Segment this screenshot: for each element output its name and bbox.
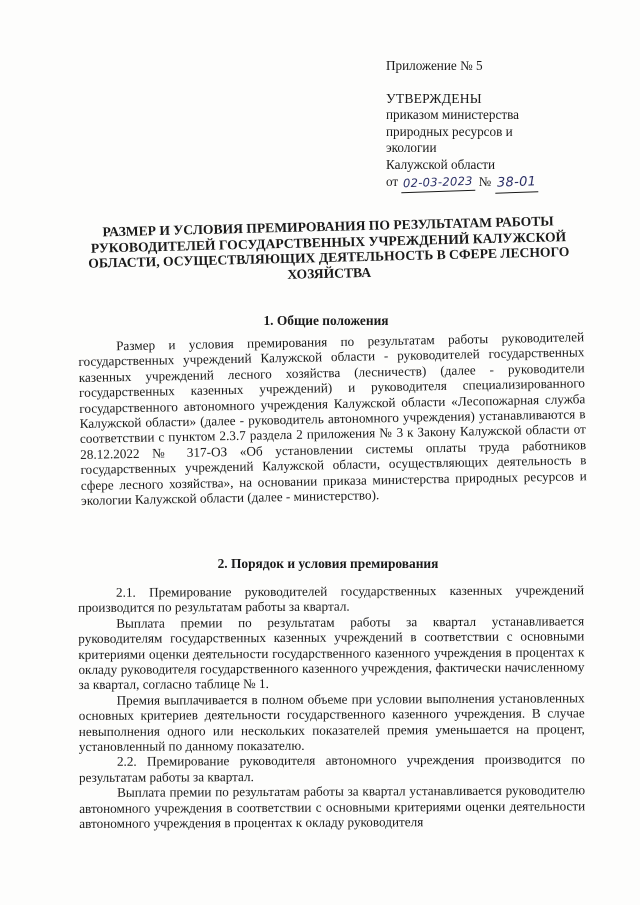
paragraph: 2.1. Премирование руководителей государственных казенных учреждений производится по результатам работы за квартал. — [78, 582, 585, 616]
approval-block — [386, 58, 616, 192]
approval-line: экологии — [386, 140, 437, 156]
document-title: РАЗМЕР И УСЛОВИЯ ПРЕМИРОВАНИЯ ПО РЕЗУЛЬТАТАМ РАБОТЫ РУКОВОДИТЕЛЕЙ ГОСУДАРСТВЕННЫХ УЧРЕЖДЕНИЙ КАЛУЖСКОЙ ОБЛАСТИ, ОСУЩЕСТВЛЯЮЩИХ ДЕЯТЕЛЬНОСТЬ В СФЕРЕ ЛЕСНОГО ХОЗЯЙСТВА — [88, 213, 570, 282]
section-2-heading: 2. Порядок и условия премирования — [217, 556, 439, 571]
approval-line: приказом министерства — [386, 107, 519, 123]
paragraph: 2.2. Премирование руководителя автономного учреждения производится по результатам работы за квартал. — [78, 751, 585, 785]
order-date-number — [386, 174, 616, 193]
handwritten-date: 02-03-2023 — [401, 172, 475, 192]
date-prefix: от — [386, 173, 399, 189]
paragraph: Премия выплачивается в полном объеме при условии выполнения установленных основных критериев деятельности государственного казенного учреждения. В случае невыполнения одного или нескольких показателей премия уменьшается на процент, установленный по данному показателю. — [78, 690, 585, 755]
approval-line: природных ресурсов и — [386, 123, 513, 139]
approval-line: Калужской области — [386, 156, 496, 172]
number-sign: № — [478, 173, 492, 189]
paragraph: Размер и условия премирования по результатам работы руководителей государственных учреждений Калужской области - руководителей государственных казенных учреждений лесного хозяйства (лесничеств) (далее - руководители государственных казенных учреждений) и руководителя специализированного государственного автономного учреждения Калужской области «Лесопожарная служба Калужской области» (далее - руководитель автономного учреждения) устанавливаются в соответствии с пунктом 2.3.7 раздела 2 приложения № 3 к Закону Калужской области от 28.12.2022 № 317-ОЗ «Об установлении системы оплаты труда работников государственных учреждений Калужской области, осуществляющих деятельность в сфере лесного хозяйства», на основании приказа министерства природных ресурсов и экологии Калужской области (далее - министерство). — [78, 329, 587, 509]
section-1-body — [78, 329, 587, 508]
section-1-heading: 1. Общие положения — [263, 313, 389, 328]
handwritten-number: 38-01 — [494, 174, 538, 193]
paragraph: Выплата премии по результатам работы за квартал устанавливается руководителям государственных казенных учреждений в соответствии с основными критериями оценки деятельности государственного казенного учреждения в процентах к окладу руководителя государственного казенного учреждения, фактически начисленному за квартал, согласно таблице № 1. — [78, 613, 585, 693]
approved-label: УТВЕРЖДЕНЫ — [386, 90, 482, 106]
paragraph: Выплата премии по результатам работы за квартал устанавливается руководителю автономного учреждения в соответствии с основными критериями оценки деятельности автономного учреждения в процентах к окладу руководителя — [79, 782, 586, 832]
section-2-body — [78, 582, 585, 831]
annex-number: Приложение № 5 — [386, 58, 483, 73]
